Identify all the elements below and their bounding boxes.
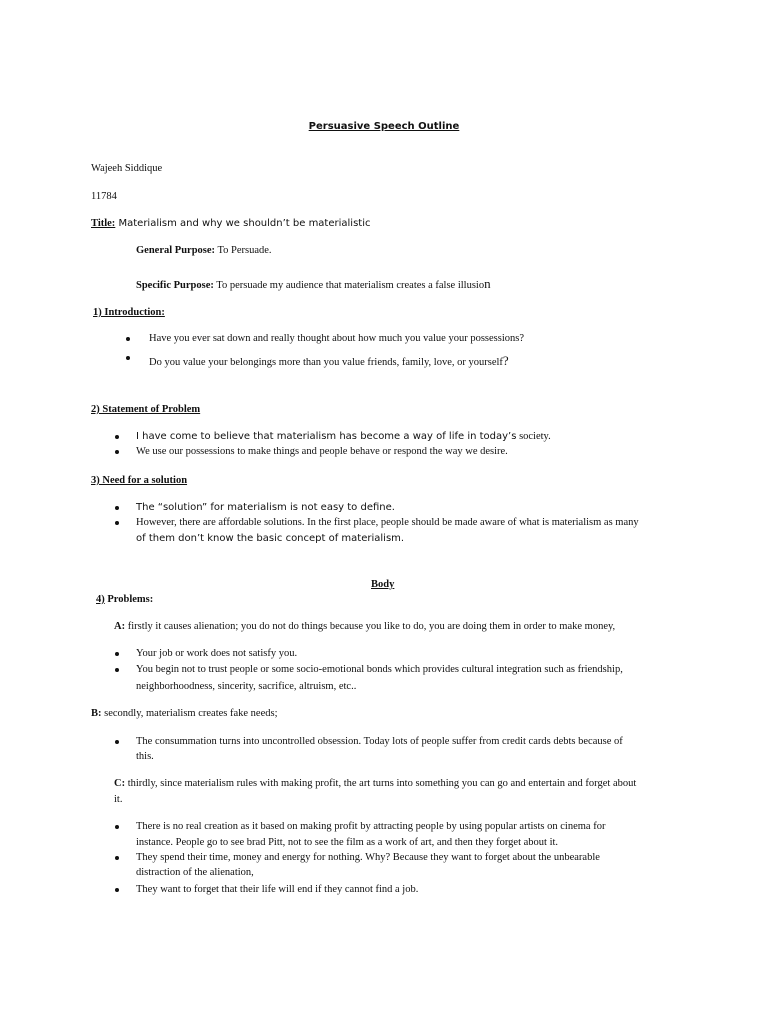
need-for-solution-heading: 3) Need for a solution (91, 475, 188, 486)
need-bullet-1: The “solution” for materialism is not easy to define. (136, 502, 395, 513)
statement-of-problem-heading: 2) Statement of Problem (91, 404, 201, 415)
point-a-label: A: (114, 621, 126, 632)
point-c-line-2: it. (114, 794, 123, 805)
point-b-label: B: (91, 708, 102, 719)
title-label: Title: (91, 218, 116, 229)
point-c-text: thirdly, since materialism rules with making profit, the art turns into something you can go and entertain and forget about (125, 778, 637, 789)
point-a-text: firstly it causes alienation; you do not do things because you like to do, you are doing them in order to make money, (125, 621, 616, 632)
intro-bullet-1: Have you ever sat down and really thought about how much you value your possessions? (149, 333, 525, 344)
title-text: Materialism and why we shouldn’t be materialistic (115, 218, 371, 229)
problem-bullet-1 (136, 430, 551, 445)
point-c-line-1 (114, 777, 636, 792)
intro-bullet-2 (149, 352, 509, 371)
point-a-bullet-2-line-1: You begin not to trust people or some socio-emotional bonds which provides cultural integration such as friendship, (136, 664, 623, 675)
need-bullet-2-line-2: of them don’t know the basic concept of materialism. (136, 533, 405, 544)
point-b-bullet-1-line-2: this. (136, 751, 154, 762)
point-c-bullet-1-line-2: instance. People go to see brad Pitt, not to see the film as a work of art, and then they forget about it. (136, 837, 559, 848)
bullet (115, 856, 119, 860)
point-b-text: secondly, materialism creates fake needs; (101, 708, 278, 719)
bullet (115, 652, 119, 656)
general-purpose-line (136, 244, 272, 259)
point-c-bullet-2-line-2: distraction of the alienation, (136, 867, 254, 878)
need-bullet-2-line-1: However, there are affordable solutions. In the first place, people should be made aware of what is materialism as many (136, 517, 639, 528)
bullet (115, 450, 119, 454)
problem-bullet-1-text: I have come to believe that materialism has become a way of life in today’s (136, 431, 517, 442)
point-c-bullet-3: They want to forget that their life will end if they cannot find a job. (136, 884, 419, 895)
author-name: Wajeeh Siddique (91, 163, 163, 174)
point-b-bullet-1-line-1: The consummation turns into uncontrolled obsession. Today lots of people suffer from credit cards debts because of (136, 736, 623, 747)
bullet (115, 521, 119, 525)
specific-purpose-label: Specific Purpose: (136, 280, 214, 291)
point-a (114, 620, 615, 635)
problem-bullet-2: We use our possessions to make things and people behave or respond the way we desire. (136, 446, 508, 457)
body-heading: Body (371, 579, 395, 590)
specific-purpose-line (136, 275, 491, 294)
point-c-bullet-2-line-1: They spend their time, money and energy for nothing. Why? Because they want to forget about the unbearable (136, 852, 600, 863)
bullet (115, 506, 119, 510)
intro-bullet-2-tail: ? (502, 353, 509, 368)
document-title: Persuasive Speech Outline (308, 121, 460, 132)
problems-number: 4) (96, 594, 105, 605)
specific-purpose-tail: n (484, 276, 491, 291)
bullet (115, 825, 119, 829)
general-purpose-text: To Persuade. (215, 245, 272, 256)
bullet (115, 668, 119, 672)
intro-bullet-2-text: Do you value your belongings more than you value friends, family, love, or yourself (149, 357, 503, 368)
point-a-bullet-2-line-2: neighborhoodness, sincerity, sacrifice, altruism, etc.. (136, 681, 357, 692)
point-b (91, 707, 278, 722)
problem-bullet-1-tail: society. (516, 431, 551, 442)
bullet (115, 435, 119, 439)
point-c-label: C: (114, 778, 126, 789)
bullet (126, 337, 130, 341)
point-a-bullet-1: Your job or work does not satisfy you. (136, 648, 298, 659)
bullet (115, 888, 119, 892)
general-purpose-label: General Purpose: (136, 245, 216, 256)
point-c-bullet-1-line-1: There is no real creation as it based on making profit by attracting people by using popular artists on cinema for (136, 821, 606, 832)
student-id: 11784 (91, 191, 117, 202)
introduction-heading: 1) Introduction: (93, 307, 165, 318)
speech-title-line (91, 217, 371, 232)
bullet (126, 356, 130, 360)
problems-label: Problems: (104, 594, 154, 605)
problems-heading (96, 593, 153, 608)
specific-purpose-text: To persuade my audience that materialism creates a false illusio (213, 280, 485, 291)
bullet (115, 740, 119, 744)
